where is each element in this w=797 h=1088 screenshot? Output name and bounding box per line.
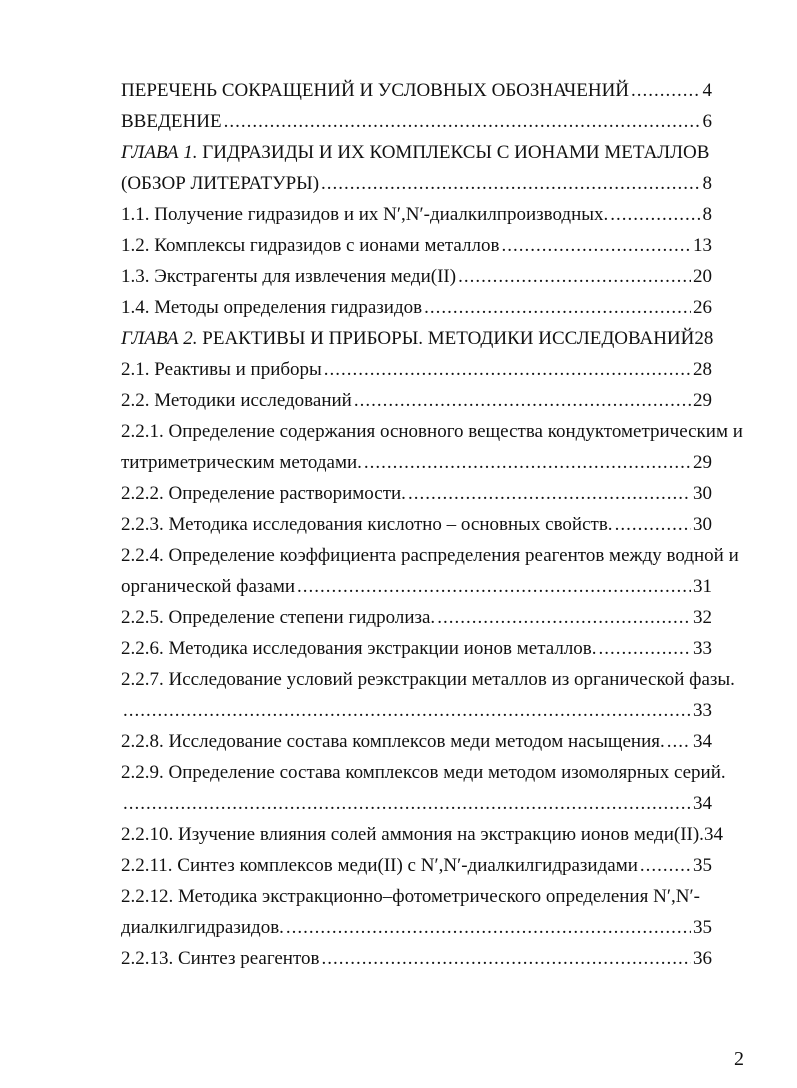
- toc-leader-dots: [424, 297, 691, 319]
- toc-entry-2-2-2: [121, 483, 712, 505]
- toc-entry-page: 8: [702, 173, 712, 194]
- toc-entry-page: 33: [693, 638, 712, 659]
- toc-entry-title: 2.2.10. Изучение влияния солей аммония на экстракцию ионов меди(II).: [121, 824, 704, 845]
- toc-entry-2-2-1: [121, 452, 712, 474]
- page-number: 2: [734, 1048, 744, 1070]
- toc-entry-title: 2.2.2. Определение растворимости.: [121, 483, 406, 504]
- toc-entry-page: 6: [702, 111, 712, 132]
- toc-leader-dots: [640, 855, 691, 877]
- chapter-label: ГЛАВА 1.: [121, 142, 198, 163]
- toc-entry-title: ПЕРЕЧЕНЬ СОКРАЩЕНИЙ И УСЛОВНЫХ ОБОЗНАЧЕНИЙ: [121, 80, 630, 101]
- toc-leader-dots: [610, 204, 700, 226]
- toc-leader-dots: [631, 80, 700, 102]
- toc-entry-page: 32: [693, 607, 712, 628]
- toc-entry-2-2-12: [121, 917, 712, 939]
- toc-entry-2-2-9-line1: [121, 762, 726, 784]
- toc-entry-2-2-4-line1: [121, 545, 739, 567]
- toc-entry-title: 2.2. Методики исследований: [121, 390, 352, 411]
- toc-entry-page: 29: [693, 390, 712, 411]
- toc-entry-title: 2.2.9. Определение состава комплексов меди методом изомолярных серий.: [121, 762, 726, 783]
- toc-chapter-1-heading: [121, 142, 709, 164]
- toc-entry-1-2: [121, 235, 712, 257]
- chapter-title: РЕАКТИВЫ И ПРИБОРЫ. МЕТОДИКИ ИССЛЕДОВАНИЙ: [202, 328, 695, 349]
- toc-entry-page: 36: [693, 948, 712, 969]
- toc-leader-dots: [286, 917, 691, 939]
- toc-entry-page: 30: [693, 514, 712, 535]
- toc-entry-2-2-5: [121, 607, 712, 629]
- toc-entry-2-2-7-line1: [121, 669, 735, 691]
- toc-leader-dots: [224, 111, 701, 133]
- toc-leader-dots: [408, 483, 691, 505]
- toc-leader-dots: [501, 235, 691, 257]
- toc-leader-dots: [324, 359, 691, 381]
- toc-entry-title: ВВЕДЕНИЕ: [121, 111, 222, 132]
- toc-entry-title: 1.3. Экстрагенты для извлечения меди(II): [121, 266, 457, 287]
- toc-entry-page: 33: [693, 700, 712, 721]
- toc-entry-2-2-4: [121, 576, 712, 598]
- toc-entry-2-2-11: [121, 855, 712, 877]
- toc-entry-title: 2.2.6. Методика исследования экстракции ионов металлов.: [121, 638, 597, 659]
- toc-entry-abbreviations: [121, 80, 712, 102]
- toc-entry-title: титриметрическим методами.: [121, 452, 362, 473]
- toc-entry-title: органической фазами: [121, 576, 296, 597]
- toc-entry-title: 2.2.11. Синтез комплексов меди(II) с N′,N′-диалкилгидразидами: [121, 855, 638, 876]
- toc-entry-2-2-6: [121, 638, 712, 660]
- toc-entry-title: 2.2.13. Синтез реагентов: [121, 948, 320, 969]
- toc-entry-page: 20: [693, 266, 712, 287]
- toc-leader-dots: [667, 731, 691, 753]
- toc-entry-title: 2.2.7. Исследование условий реэкстракции металлов из органической фазы.: [121, 669, 735, 690]
- toc-entry-page: 30: [693, 483, 712, 504]
- toc-entry-title: 1.1. Получение гидразидов и их N′,N′-диалкилпроизводных.: [121, 204, 609, 225]
- toc-entry-2-2-7: [121, 700, 712, 722]
- toc-entry-2-2-8: [121, 731, 712, 753]
- toc-entry-page: 29: [693, 452, 712, 473]
- toc-leader-dots: [321, 173, 700, 195]
- toc-entry-introduction: [121, 111, 712, 133]
- toc-entry-title: 2.1. Реактивы и приборы: [121, 359, 322, 380]
- toc-entry-title: 2.2.5. Определение степени гидролиза.: [121, 607, 436, 628]
- toc-entry-page: 26: [693, 297, 712, 318]
- toc-entry-1-4: [121, 297, 712, 319]
- toc-leader-dots: [437, 607, 691, 629]
- toc-entry-chapter-1: [121, 173, 712, 195]
- toc-entry-2-2-1-line1: [121, 421, 743, 443]
- toc-leader-dots: [123, 700, 691, 722]
- toc-entry-title: 2.2.3. Методика исследования кислотно – основных свойств.: [121, 514, 613, 535]
- toc-leader-dots: [364, 452, 691, 474]
- toc-entry-page: 31: [693, 576, 712, 597]
- toc-entry-title: 2.2.12. Методика экстракционно–фотометрического определения N′,N′-: [121, 886, 700, 907]
- toc-entry-2-2-12-line1: [121, 886, 700, 908]
- toc-entry-page: 28: [694, 328, 714, 349]
- toc-entry-page: 8: [702, 204, 712, 225]
- toc-entry-title: 1.4. Методы определения гидразидов: [121, 297, 423, 318]
- toc-entry-title: 2.2.4. Определение коэффициента распределения реагентов между водной и: [121, 545, 739, 566]
- toc-entry-2-1: [121, 359, 712, 381]
- chapter-label: ГЛАВА 2.: [121, 328, 198, 349]
- toc-entry-page: 28: [693, 359, 712, 380]
- toc-entry-title: 2.2.1. Определение содержания основного вещества кондуктометрическим и: [121, 421, 743, 442]
- toc-entry-page: 35: [693, 917, 712, 938]
- toc-entry-title: 2.2.8. Исследование состава комплексов меди методом насыщения.: [121, 731, 665, 752]
- toc-entry-title: (ОБЗОР ЛИТЕРАТУРЫ): [121, 173, 320, 194]
- toc-leader-dots: [123, 793, 691, 815]
- toc-entry-2-2: [121, 390, 712, 412]
- toc-entry-page: 34: [703, 824, 723, 845]
- toc-entry-page: 34: [693, 793, 712, 814]
- toc-entry-2-2-13: [121, 948, 712, 970]
- toc-leader-dots: [458, 266, 691, 288]
- toc-entry-title: диалкилгидразидов.: [121, 917, 284, 938]
- toc-entry-page: 13: [693, 235, 712, 256]
- toc-leader-dots: [615, 514, 691, 536]
- toc-entry-1-3: [121, 266, 712, 288]
- toc-entry-2-2-9: [121, 793, 712, 815]
- toc-leader-dots: [322, 948, 692, 970]
- toc-entry-page: 35: [693, 855, 712, 876]
- chapter-title: ГИДРАЗИДЫ И ИХ КОМПЛЕКСЫ С ИОНАМИ МЕТАЛЛОВ: [202, 142, 710, 163]
- toc-leader-dots: [297, 576, 691, 598]
- toc-entry-page: 34: [693, 731, 712, 752]
- toc-entry-2-2-3: [121, 514, 712, 536]
- toc-leader-dots: [599, 638, 691, 660]
- toc-entry-1-1: [121, 204, 712, 226]
- toc-entry-2-2-10: [121, 824, 723, 846]
- toc-entry-chapter-2: [121, 328, 713, 350]
- toc-entry-page: 4: [702, 80, 712, 101]
- toc-leader-dots: [354, 390, 691, 412]
- toc-entry-title: 1.2. Комплексы гидразидов с ионами металлов: [121, 235, 500, 256]
